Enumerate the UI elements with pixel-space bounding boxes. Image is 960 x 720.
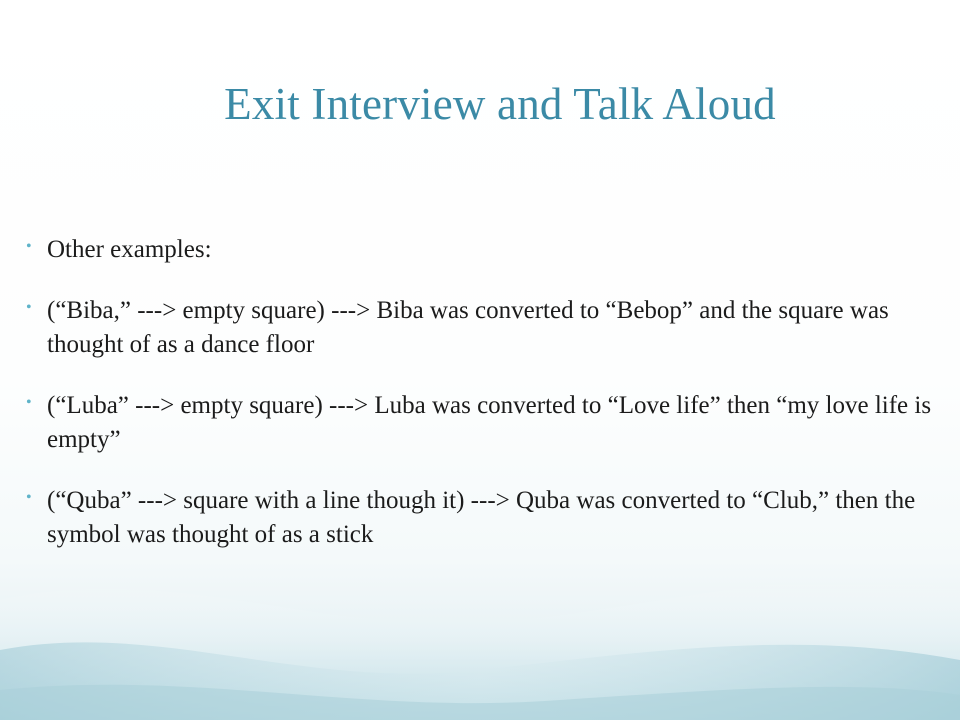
bullet-text: Other examples: [47, 236, 212, 263]
bullet-item [26, 389, 946, 457]
bullet-point-icon: • [26, 299, 32, 316]
bullet-text: (“Quba” ---> square with a line though it) ---> Quba was converted to “Club,” then the symbol was thought of as a stick [47, 487, 916, 548]
bullet-text: (“Biba,” ---> empty square) ---> Biba was converted to “Bebop” and the square was thought of as a dance floor [47, 297, 889, 358]
bullet-point-icon: • [26, 394, 32, 411]
bullet-text: (“Luba” ---> empty square) ---> Luba was converted to “Love life” then “my love life is empty” [47, 392, 932, 453]
bullet-item [26, 484, 946, 552]
bullet-item [26, 294, 946, 362]
bullet-point-icon: • [26, 489, 32, 506]
bullet-item [26, 233, 946, 267]
bullet-list [26, 233, 946, 579]
slide-title: Exit Interview and Talk Aloud [224, 79, 776, 129]
bullet-point-icon: • [26, 238, 32, 255]
